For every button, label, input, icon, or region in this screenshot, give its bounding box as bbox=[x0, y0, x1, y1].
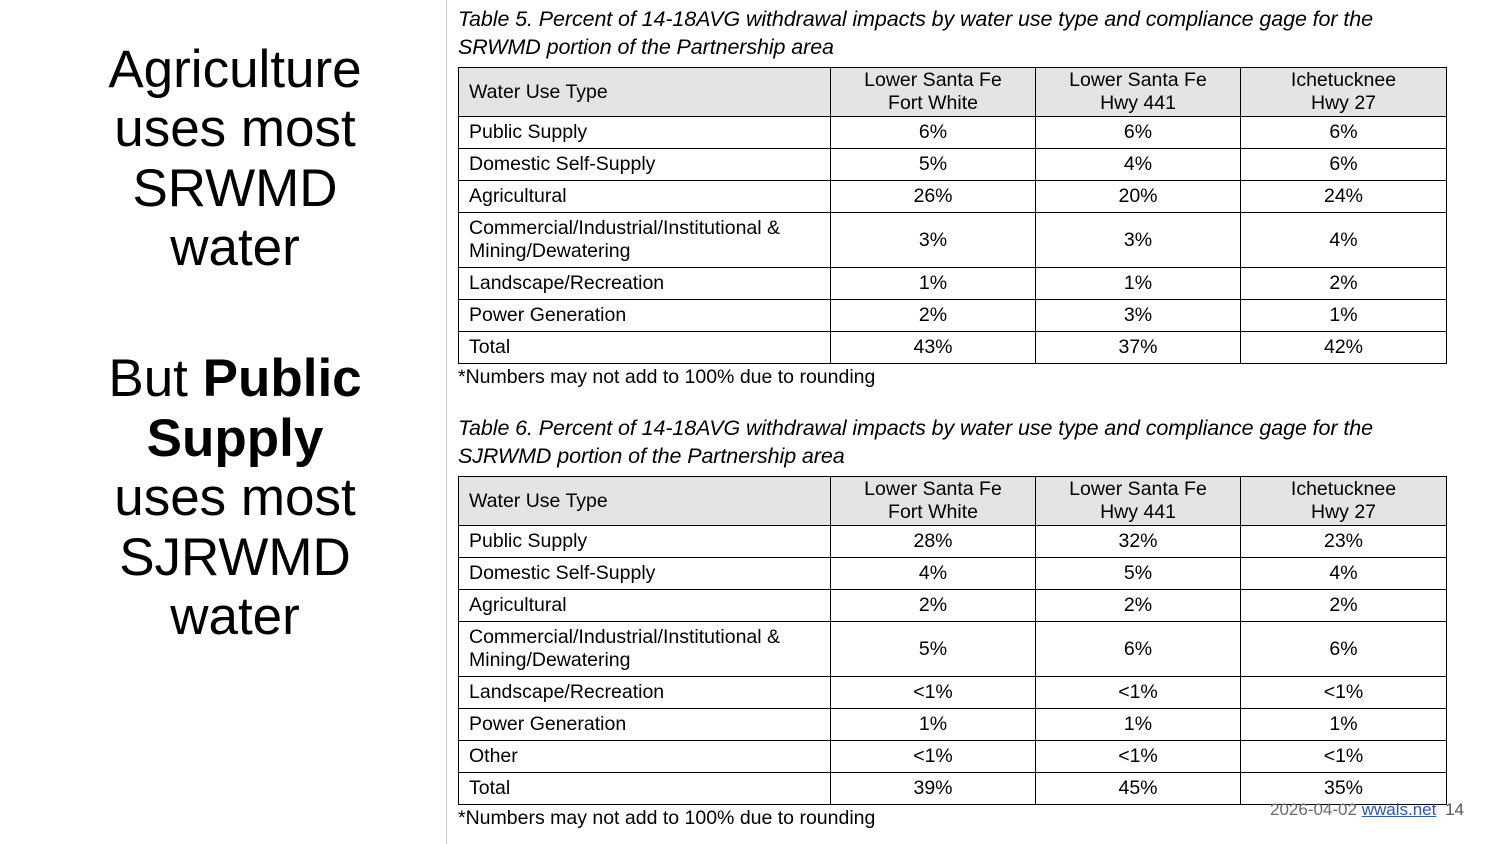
row-label: Other bbox=[459, 741, 831, 773]
row-label: Domestic Self-Supply bbox=[459, 558, 831, 590]
row-label: Agricultural bbox=[459, 590, 831, 622]
footer-page-number: 14 bbox=[1445, 800, 1464, 819]
table6-header-col3-line1: Lower Santa Fe bbox=[1069, 478, 1207, 501]
table-row bbox=[459, 300, 1447, 332]
row-value: 4% bbox=[831, 558, 1036, 590]
row-value: <1% bbox=[831, 677, 1036, 709]
caption-line-7: uses most bbox=[114, 468, 356, 528]
row-value: 39% bbox=[831, 773, 1036, 805]
table6-caption: Table 6. Percent of 14-18AVG withdrawal impacts by water use type and compliance gage for the SJRWMD portion of the Partnership area bbox=[458, 416, 1373, 468]
table5-header-col3-line2: Hwy 441 bbox=[1100, 92, 1176, 115]
row-value: 1% bbox=[1036, 709, 1241, 741]
table6-header-lower-santa-fe-hwy-441 bbox=[1036, 477, 1241, 526]
table6-header-col4-line1: Ichetucknee bbox=[1290, 478, 1397, 501]
row-value: 6% bbox=[831, 117, 1036, 149]
table6-header-water-use-type: Water Use Type bbox=[459, 477, 831, 526]
table5-header-col4-line2: Hwy 27 bbox=[1310, 92, 1377, 115]
table5-caption: Table 5. Percent of 14-18AVG withdrawal impacts by water use type and compliance gage for the SRWMD portion of the Partnership area bbox=[458, 7, 1373, 59]
table-row bbox=[459, 526, 1447, 558]
row-value: 4% bbox=[1241, 558, 1447, 590]
caption-gap bbox=[40, 277, 430, 349]
row-label: Power Generation bbox=[459, 709, 831, 741]
row-value: <1% bbox=[1241, 741, 1447, 773]
row-label: Domestic Self-Supply bbox=[459, 149, 831, 181]
row-label: Agricultural bbox=[459, 181, 831, 213]
table6-header-col2-line2: Fort White bbox=[888, 501, 978, 524]
row-value: 35% bbox=[1241, 773, 1447, 805]
row-label: Public Supply bbox=[459, 117, 831, 149]
row-value: 20% bbox=[1036, 181, 1241, 213]
table-row bbox=[459, 181, 1447, 213]
table5-header-ichetucknee-hwy-27 bbox=[1241, 68, 1447, 117]
table-row bbox=[459, 741, 1447, 773]
row-value: 1% bbox=[1241, 709, 1447, 741]
row-value: 1% bbox=[831, 709, 1036, 741]
row-value: 43% bbox=[831, 332, 1036, 364]
row-label: Total bbox=[459, 773, 831, 805]
caption-line-8: SJRWMD bbox=[119, 527, 351, 587]
row-value: 5% bbox=[831, 622, 1036, 677]
table6-header-col3-line2: Hwy 441 bbox=[1100, 501, 1176, 524]
row-label: Public Supply bbox=[459, 526, 831, 558]
table-row bbox=[459, 117, 1447, 149]
row-value: 37% bbox=[1036, 332, 1241, 364]
table6-header-col2-line1: Lower Santa Fe bbox=[864, 478, 1002, 501]
footer-date: 2026-04-02 bbox=[1270, 800, 1357, 819]
section-spacer bbox=[458, 389, 1458, 415]
table5-header-water-use-type: Water Use Type bbox=[459, 68, 831, 117]
row-value: 45% bbox=[1036, 773, 1241, 805]
row-label: Landscape/Recreation bbox=[459, 268, 831, 300]
table-row bbox=[459, 709, 1447, 741]
table-row bbox=[459, 558, 1447, 590]
table5-header-col3-line1: Lower Santa Fe bbox=[1069, 69, 1207, 92]
caption-line-6 bbox=[40, 409, 430, 468]
row-value: 4% bbox=[1241, 213, 1447, 268]
row-value: 24% bbox=[1241, 181, 1447, 213]
row-value: 2% bbox=[1241, 590, 1447, 622]
row-value: 2% bbox=[1241, 268, 1447, 300]
caption-line-4: water bbox=[170, 218, 300, 278]
caption-line-9: water bbox=[170, 586, 300, 646]
vertical-divider bbox=[446, 0, 447, 844]
row-value: 1% bbox=[1036, 268, 1241, 300]
table-row bbox=[459, 149, 1447, 181]
caption-line-5 bbox=[40, 349, 430, 408]
table-row bbox=[459, 590, 1447, 622]
table6-header-lower-santa-fe-fort-white bbox=[831, 477, 1036, 526]
row-label: Power Generation bbox=[459, 300, 831, 332]
row-value: 6% bbox=[1241, 622, 1447, 677]
table-row bbox=[459, 213, 1447, 268]
row-value: 4% bbox=[1036, 149, 1241, 181]
slide-footer bbox=[1270, 800, 1464, 820]
table6-header-ichetucknee-hwy-27 bbox=[1241, 477, 1447, 526]
row-value: 2% bbox=[831, 300, 1036, 332]
table5-footnote: *Numbers may not add to 100% due to rounding bbox=[458, 366, 876, 389]
row-value: 3% bbox=[1036, 300, 1241, 332]
row-label: Landscape/Recreation bbox=[459, 677, 831, 709]
caption-line-1: Agriculture bbox=[108, 40, 362, 99]
row-value: 2% bbox=[1036, 590, 1241, 622]
row-value: <1% bbox=[1036, 677, 1241, 709]
caption-line-6-bold: Supply bbox=[146, 408, 324, 468]
row-value: 6% bbox=[1036, 117, 1241, 149]
caption-line-5-bold: Public bbox=[202, 349, 362, 409]
row-value: 32% bbox=[1036, 526, 1241, 558]
table6-header-row bbox=[459, 477, 1447, 526]
table5-header-col2-line2: Fort White bbox=[888, 92, 978, 115]
row-value: 6% bbox=[1241, 117, 1447, 149]
table5 bbox=[458, 67, 1447, 364]
row-label: Total bbox=[459, 332, 831, 364]
table-row bbox=[459, 677, 1447, 709]
row-value: 5% bbox=[831, 149, 1036, 181]
row-label: Commercial/Industrial/Institutional & Mining/Dewatering bbox=[459, 622, 831, 677]
row-value: 3% bbox=[831, 213, 1036, 268]
table6-header-col4-line2: Hwy 27 bbox=[1310, 501, 1377, 524]
table6-footnote: *Numbers may not add to 100% due to rounding bbox=[458, 807, 876, 830]
row-value: <1% bbox=[831, 741, 1036, 773]
row-value: 3% bbox=[1036, 213, 1241, 268]
table5-header-col2-line1: Lower Santa Fe bbox=[864, 69, 1002, 92]
table5-header-col4-line1: Ichetucknee bbox=[1290, 69, 1397, 92]
tables-container bbox=[458, 6, 1458, 831]
table5-header-lower-santa-fe-hwy-441 bbox=[1036, 68, 1241, 117]
footer-link[interactable]: wwals.net bbox=[1361, 800, 1437, 819]
slide-caption bbox=[40, 40, 430, 646]
row-value: 26% bbox=[831, 181, 1036, 213]
table5-header-lower-santa-fe-fort-white bbox=[831, 68, 1036, 117]
table6 bbox=[458, 476, 1447, 805]
row-value: 1% bbox=[831, 268, 1036, 300]
row-value: 1% bbox=[1241, 300, 1447, 332]
table5-header-row bbox=[459, 68, 1447, 117]
caption-line-3: SRWMD bbox=[132, 158, 338, 218]
row-value: <1% bbox=[1241, 677, 1447, 709]
row-value: <1% bbox=[1036, 741, 1241, 773]
row-value: 42% bbox=[1241, 332, 1447, 364]
row-value: 23% bbox=[1241, 526, 1447, 558]
row-value: 2% bbox=[831, 590, 1036, 622]
caption-line-2: uses most bbox=[114, 99, 356, 159]
table-row bbox=[459, 622, 1447, 677]
row-value: 6% bbox=[1036, 622, 1241, 677]
row-value: 28% bbox=[831, 526, 1036, 558]
row-value: 6% bbox=[1241, 149, 1447, 181]
caption-line-5-prefix: But bbox=[108, 349, 203, 409]
table-row-total bbox=[459, 332, 1447, 364]
row-label: Commercial/Industrial/Institutional & Mining/Dewatering bbox=[459, 213, 831, 268]
table-row bbox=[459, 268, 1447, 300]
row-value: 5% bbox=[1036, 558, 1241, 590]
